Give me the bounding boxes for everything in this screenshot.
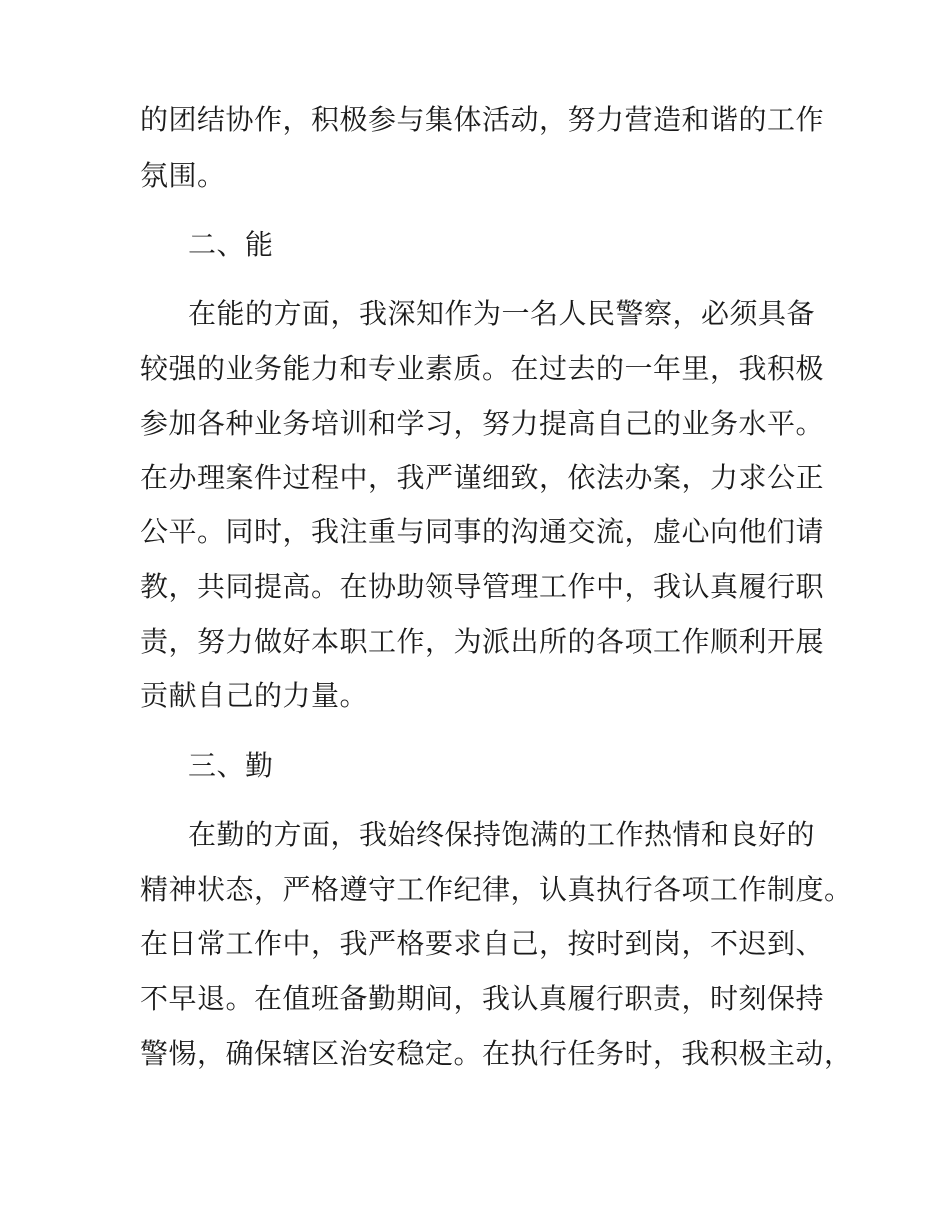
- text-line: 在勤的方面，我始终保持饱满的工作热情和良好的: [188, 818, 816, 851]
- text-line: 责，努力做好本职工作，为派出所的各项工作顺利开展: [140, 625, 825, 658]
- text-line: 氛围。: [140, 159, 226, 192]
- text-line: 在日常工作中，我严格要求自己，按时到岗，不迟到、: [140, 927, 825, 960]
- text-line: 精神状态，严格遵守工作纪律，认真执行各项工作制度。: [140, 873, 853, 906]
- text-line: 不早退。在值班备勤期间，我认真履行职责，时刻保持: [140, 982, 825, 1015]
- text-line: 公平。同时，我注重与同事的沟通交流，虚心向他们请: [140, 515, 825, 548]
- text-line: 教，共同提高。在协助领导管理工作中，我认真履行职: [140, 570, 825, 603]
- text-line: 警惕，确保辖区治安稳定。在执行任务时，我积极主动，: [140, 1037, 853, 1070]
- text-line: 的团结协作，积极参与集体活动，努力营造和谐的工作: [140, 103, 825, 136]
- section-heading-qin: 三、勤: [188, 749, 274, 782]
- section-heading-neng: 二、能: [188, 228, 274, 261]
- text-line: 贡献自己的力量。: [140, 679, 369, 712]
- text-line: 参加各种业务培训和学习，努力提高自己的业务水平。: [140, 407, 825, 440]
- text-line: 较强的业务能力和专业素质。在过去的一年里，我积极: [140, 352, 825, 385]
- text-line: 在能的方面，我深知作为一名人民警察，必须具备: [188, 297, 816, 330]
- text-line: 在办理案件过程中，我严谨细致，依法办案，力求公正: [140, 461, 825, 494]
